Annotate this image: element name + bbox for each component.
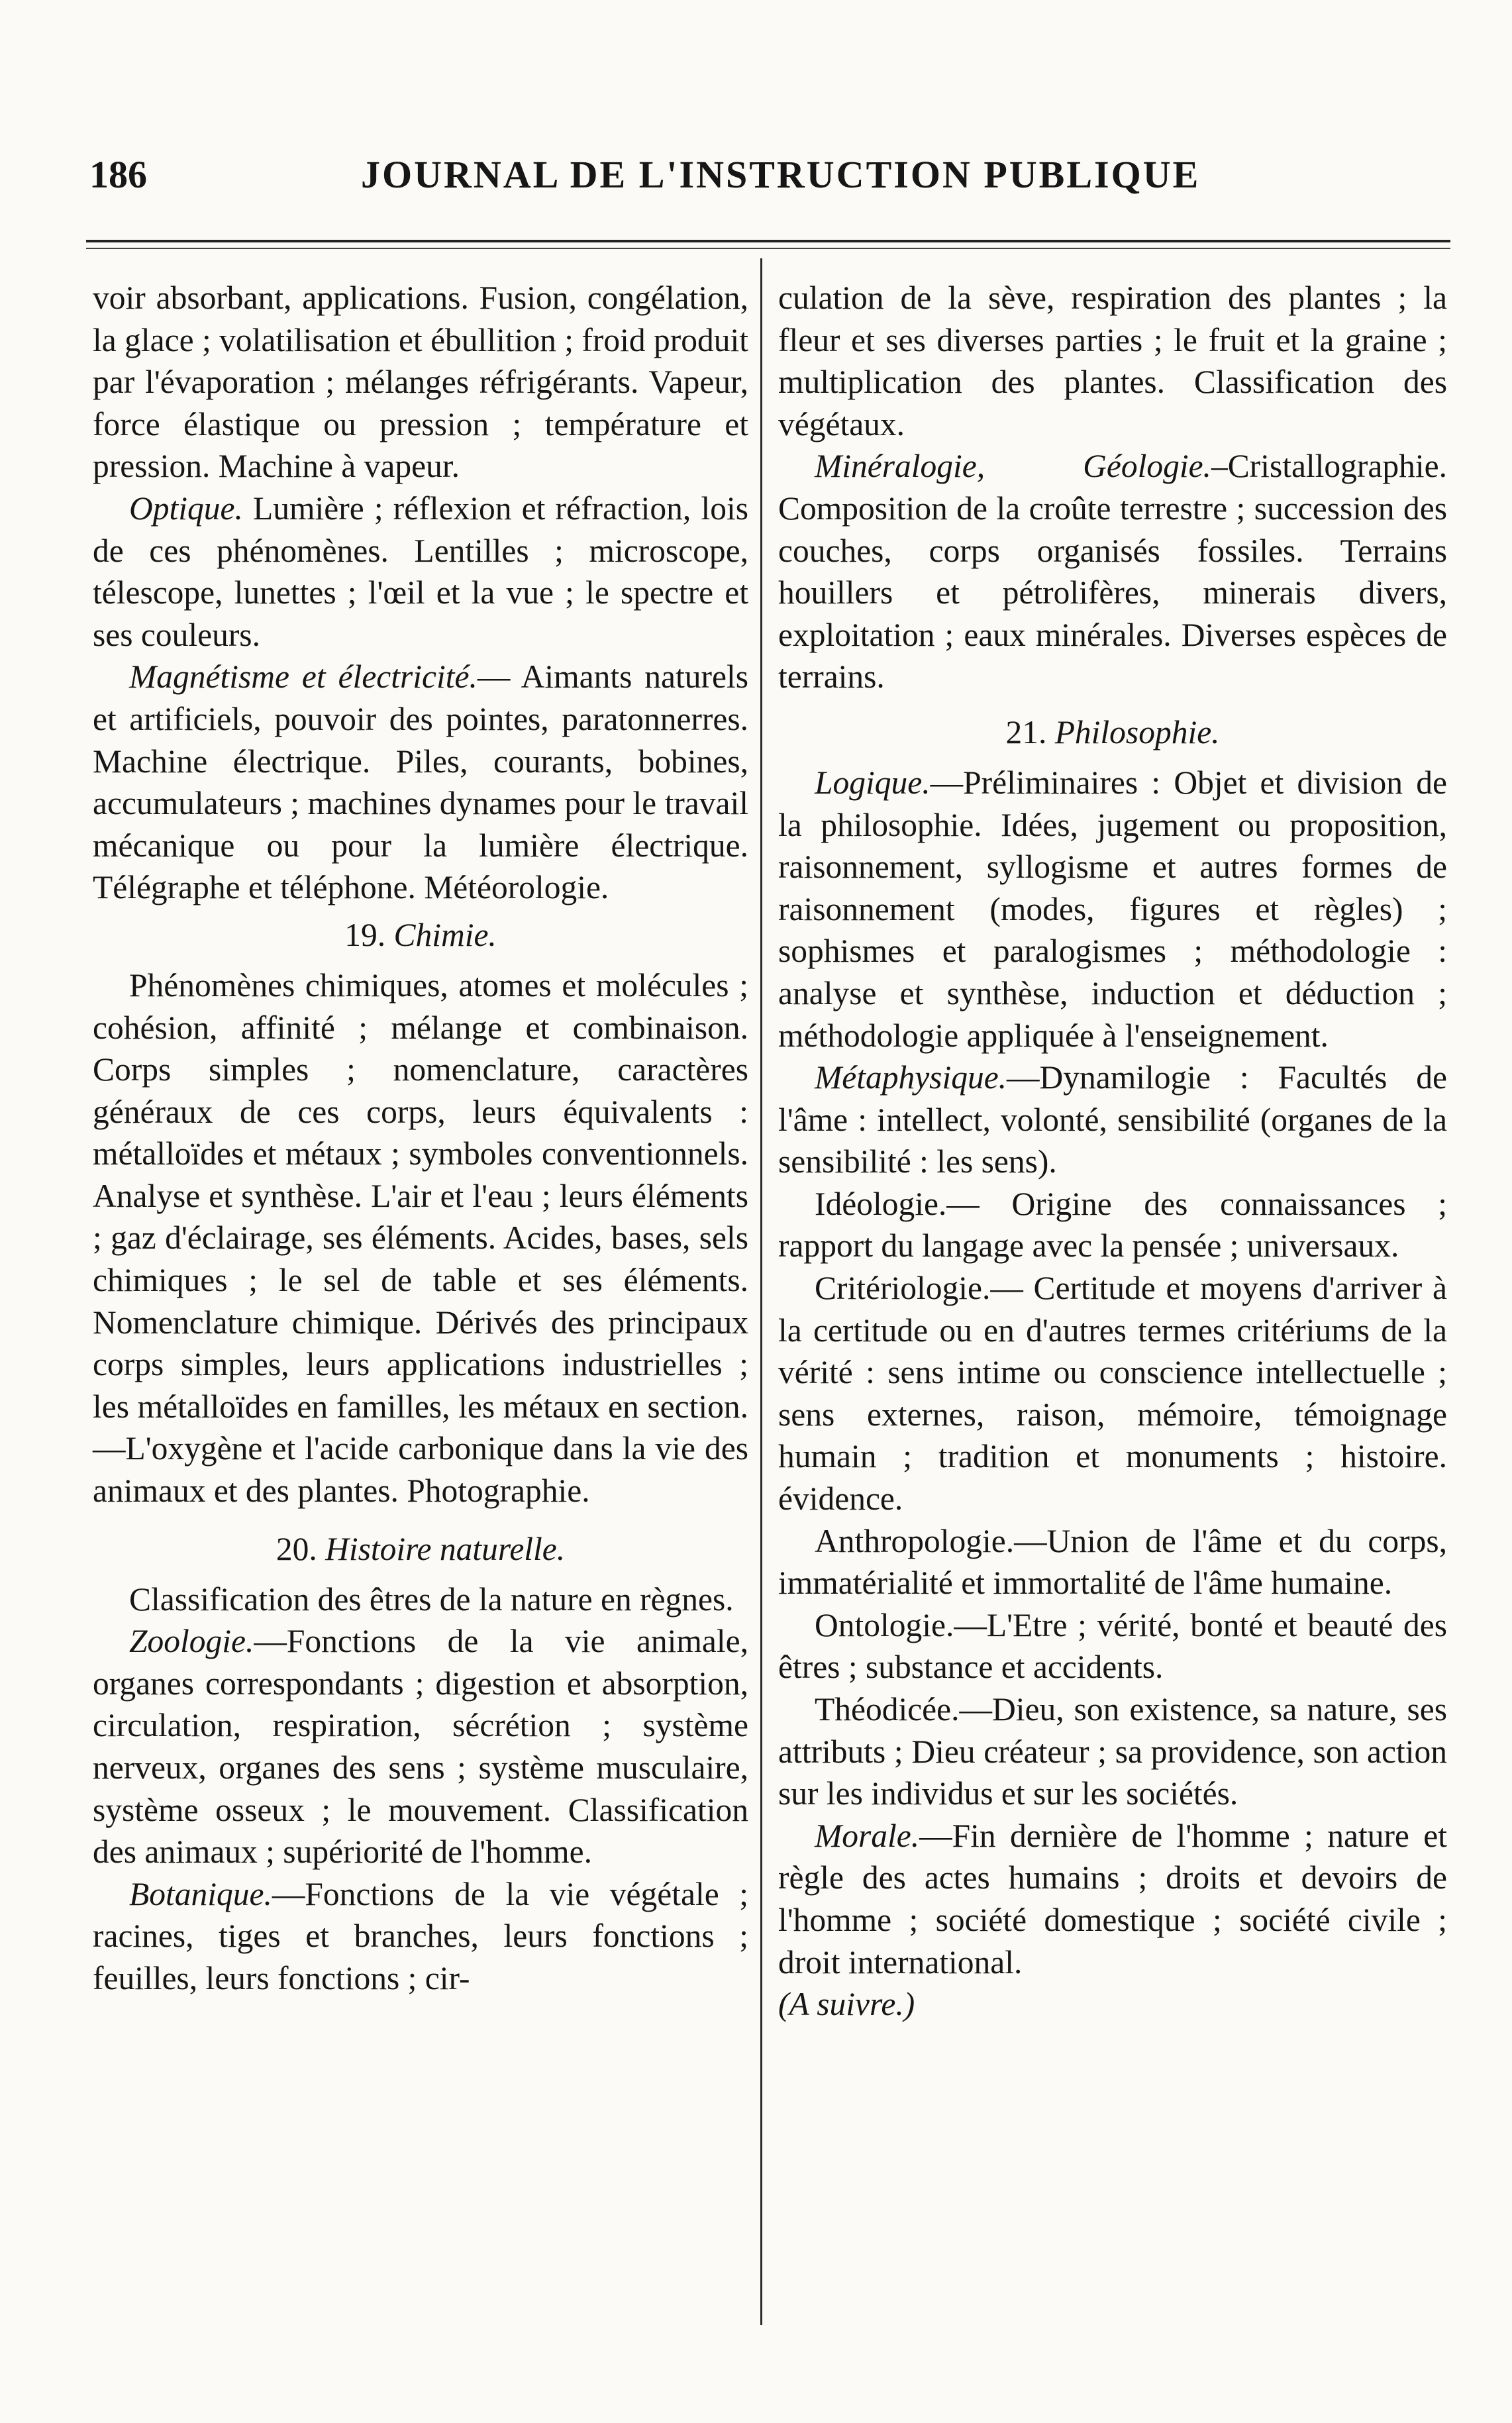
paragraph-ideologie: Idéologie.— Origine des connaissances ; rapport du langage avec la pensée ; universaux. [778,1185,1447,1264]
header-rule [86,240,1450,242]
subject-heading: Morale. [815,1817,920,1854]
paragraph-ontologie: Ontologie.—L'Etre ; vérité, bonté et beauté des êtres ; substance et accidents. [778,1606,1447,1686]
header-rule-secondary [86,248,1450,249]
left-column [93,277,748,2000]
section-heading-philosophie [778,713,1447,752]
paragraph-optique [93,488,748,656]
running-title: JOURNAL DE L'INSTRUCTION PUBLIQUE [361,153,1201,196]
paragraph-text: —Fin dernière de l'homme ; nature et règle des actes humains ; droits et devoirs de l'homme ; société domestique ; société civile ; droit international. [778,1817,1447,1981]
section-title: Chimie. [393,916,497,953]
section-heading-histoire-naturelle [93,1529,748,1569]
paragraph-text: —Fonctions de la vie animale, organes correspondants ; digestion et absorption, circulation, respiration, sécrétion ; système nerveux, organes des sens ; système musculaire, système osseux ; le mouvement. Classification des animaux ; supériorité de l'homme. [93,1623,748,1871]
paragraph-mineralogie [778,445,1447,698]
paragraph-text: —Préliminaires : Objet et division de la philosophie. Idées, jugement ou proposition, raisonnement, syllogisme et autres formes de raisonnement (modes, figures et règles) ; sophismes et paralogismes ; méthodologie : analyse et synthèse, induction et déduction ; méthodologie appliquée à l'enseignement. [778,764,1447,1054]
subject-heading: Botanique. [129,1875,272,1912]
page-number: 186 [89,153,147,196]
subject-heading: Magnétisme et électricité. [129,658,478,696]
paragraph-zoologie [93,1620,748,1873]
paragraph-text: –Cristallographie. Composition de la croûte terrestre ; succession des couches, corps organisés fossiles. Terrains houillers et pétrolifères, minerais divers, exploitation ; eaux minérales. Diverses espèces de terrains. [778,448,1447,696]
paragraph-text: Lumière ; réflexion et réfraction, lois de ces phénomènes. Lentilles ; microscope, télescope, lunettes ; l'œil et la vue ; le spectre et ses couleurs. [93,490,748,653]
paragraph: culation de la sève, respiration des plantes ; la fleur et ses diverses parties ; le fruit et la graine ; multiplication des plantes. Classification des végétaux. [778,280,1447,442]
subject-heading: Logique. [815,764,931,801]
section-number: 20. [276,1530,317,1567]
paragraph-logique [778,762,1447,1057]
paragraph-text: —Dynamilogie : Facultés de l'âme : intellect, volonté, sensibilité (organes de la sensibilité : les sens). [778,1059,1447,1180]
right-column [778,277,1447,2026]
section-heading-chimie [93,915,748,955]
paragraph-botanique [93,1873,748,2000]
section-number: 21. [1005,713,1047,750]
page-header [83,152,1447,212]
paragraph-classification: Classification des êtres de la nature en règnes. [129,1580,734,1618]
section-title: Philosophie. [1054,713,1220,750]
paragraph-magnetisme [93,656,748,909]
section-number: 19. [344,916,386,953]
paragraph-text: — Aimants naturels et artificiels, pouvoir des pointes, paratonnerres. Machine électrique. Piles, courants, bobines, accumulateurs ; machines dynames pour le travail mécanique ou pour la lumière électrique. Télégraphe et téléphone. Météorologie. [93,658,748,906]
column-divider [760,258,762,2325]
subject-heading: Zoologie. [129,1623,254,1660]
paragraph-criteriologie: Critériologie.— Certitude et moyens d'arriver à la certitude ou en d'autres termes critériums de la vérité : sens intime ou conscience intellectuelle ; sens externes, raison, mémoire, témoignage humain ; tradition et monuments ; histoire. évidence. [778,1270,1447,1518]
paragraph-anthropologie: Anthropologie.—Union de l'âme et du corps, immatérialité et immortalité de l'âme humaine. [778,1522,1447,1602]
subject-heading: Minéralogie, Géologie. [815,448,1211,485]
to-be-continued: (A suivre.) [778,1986,915,2023]
paragraph: voir absorbant, applications. Fusion, congélation, la glace ; volatilisation et ébullition ; froid produit par l'évaporation ; mélanges réfrigérants. Vapeur, force élastique ou pression ; température et pression. Machine à vapeur. [93,280,748,485]
subject-heading: Optique. [129,490,243,527]
paragraph-morale [778,1815,1447,1983]
paragraph-metaphysique [778,1057,1447,1183]
paragraph-chimie: Phénomènes chimiques, atomes et molécules ; cohésion, affinité ; mélange et combinaison. Corps simples ; nomenclature, caractères généraux de ces corps, leurs équivalents : métalloïdes et métaux ; symboles conventionnels. Analyse et synthèse. L'air et l'eau ; leurs éléments ; gaz d'éclairage, ses éléments. Acides, bases, sels chimiques ; le sel de table et ses éléments. Nomenclature chimique. Dérivés des principaux corps simples, leurs applications industrielles ; les métalloïdes en familles, les métaux en section.—L'oxygène et l'acide carbonique dans la vie des animaux et des plantes. Photographie. [93,966,748,1510]
subject-heading: Métaphysique. [815,1059,1007,1096]
paragraph-theodicee: Théodicée.—Dieu, son existence, sa nature, ses attributs ; Dieu créateur ; sa providence, son action sur les individus et sur les sociétés. [778,1691,1447,1812]
section-title: Histoire naturelle. [325,1530,566,1567]
paragraph-text: —Fonctions de la vie végétale ; racines, tiges et branches, leurs fonctions ; feuilles, leurs fonctions ; cir- [93,1875,748,1996]
